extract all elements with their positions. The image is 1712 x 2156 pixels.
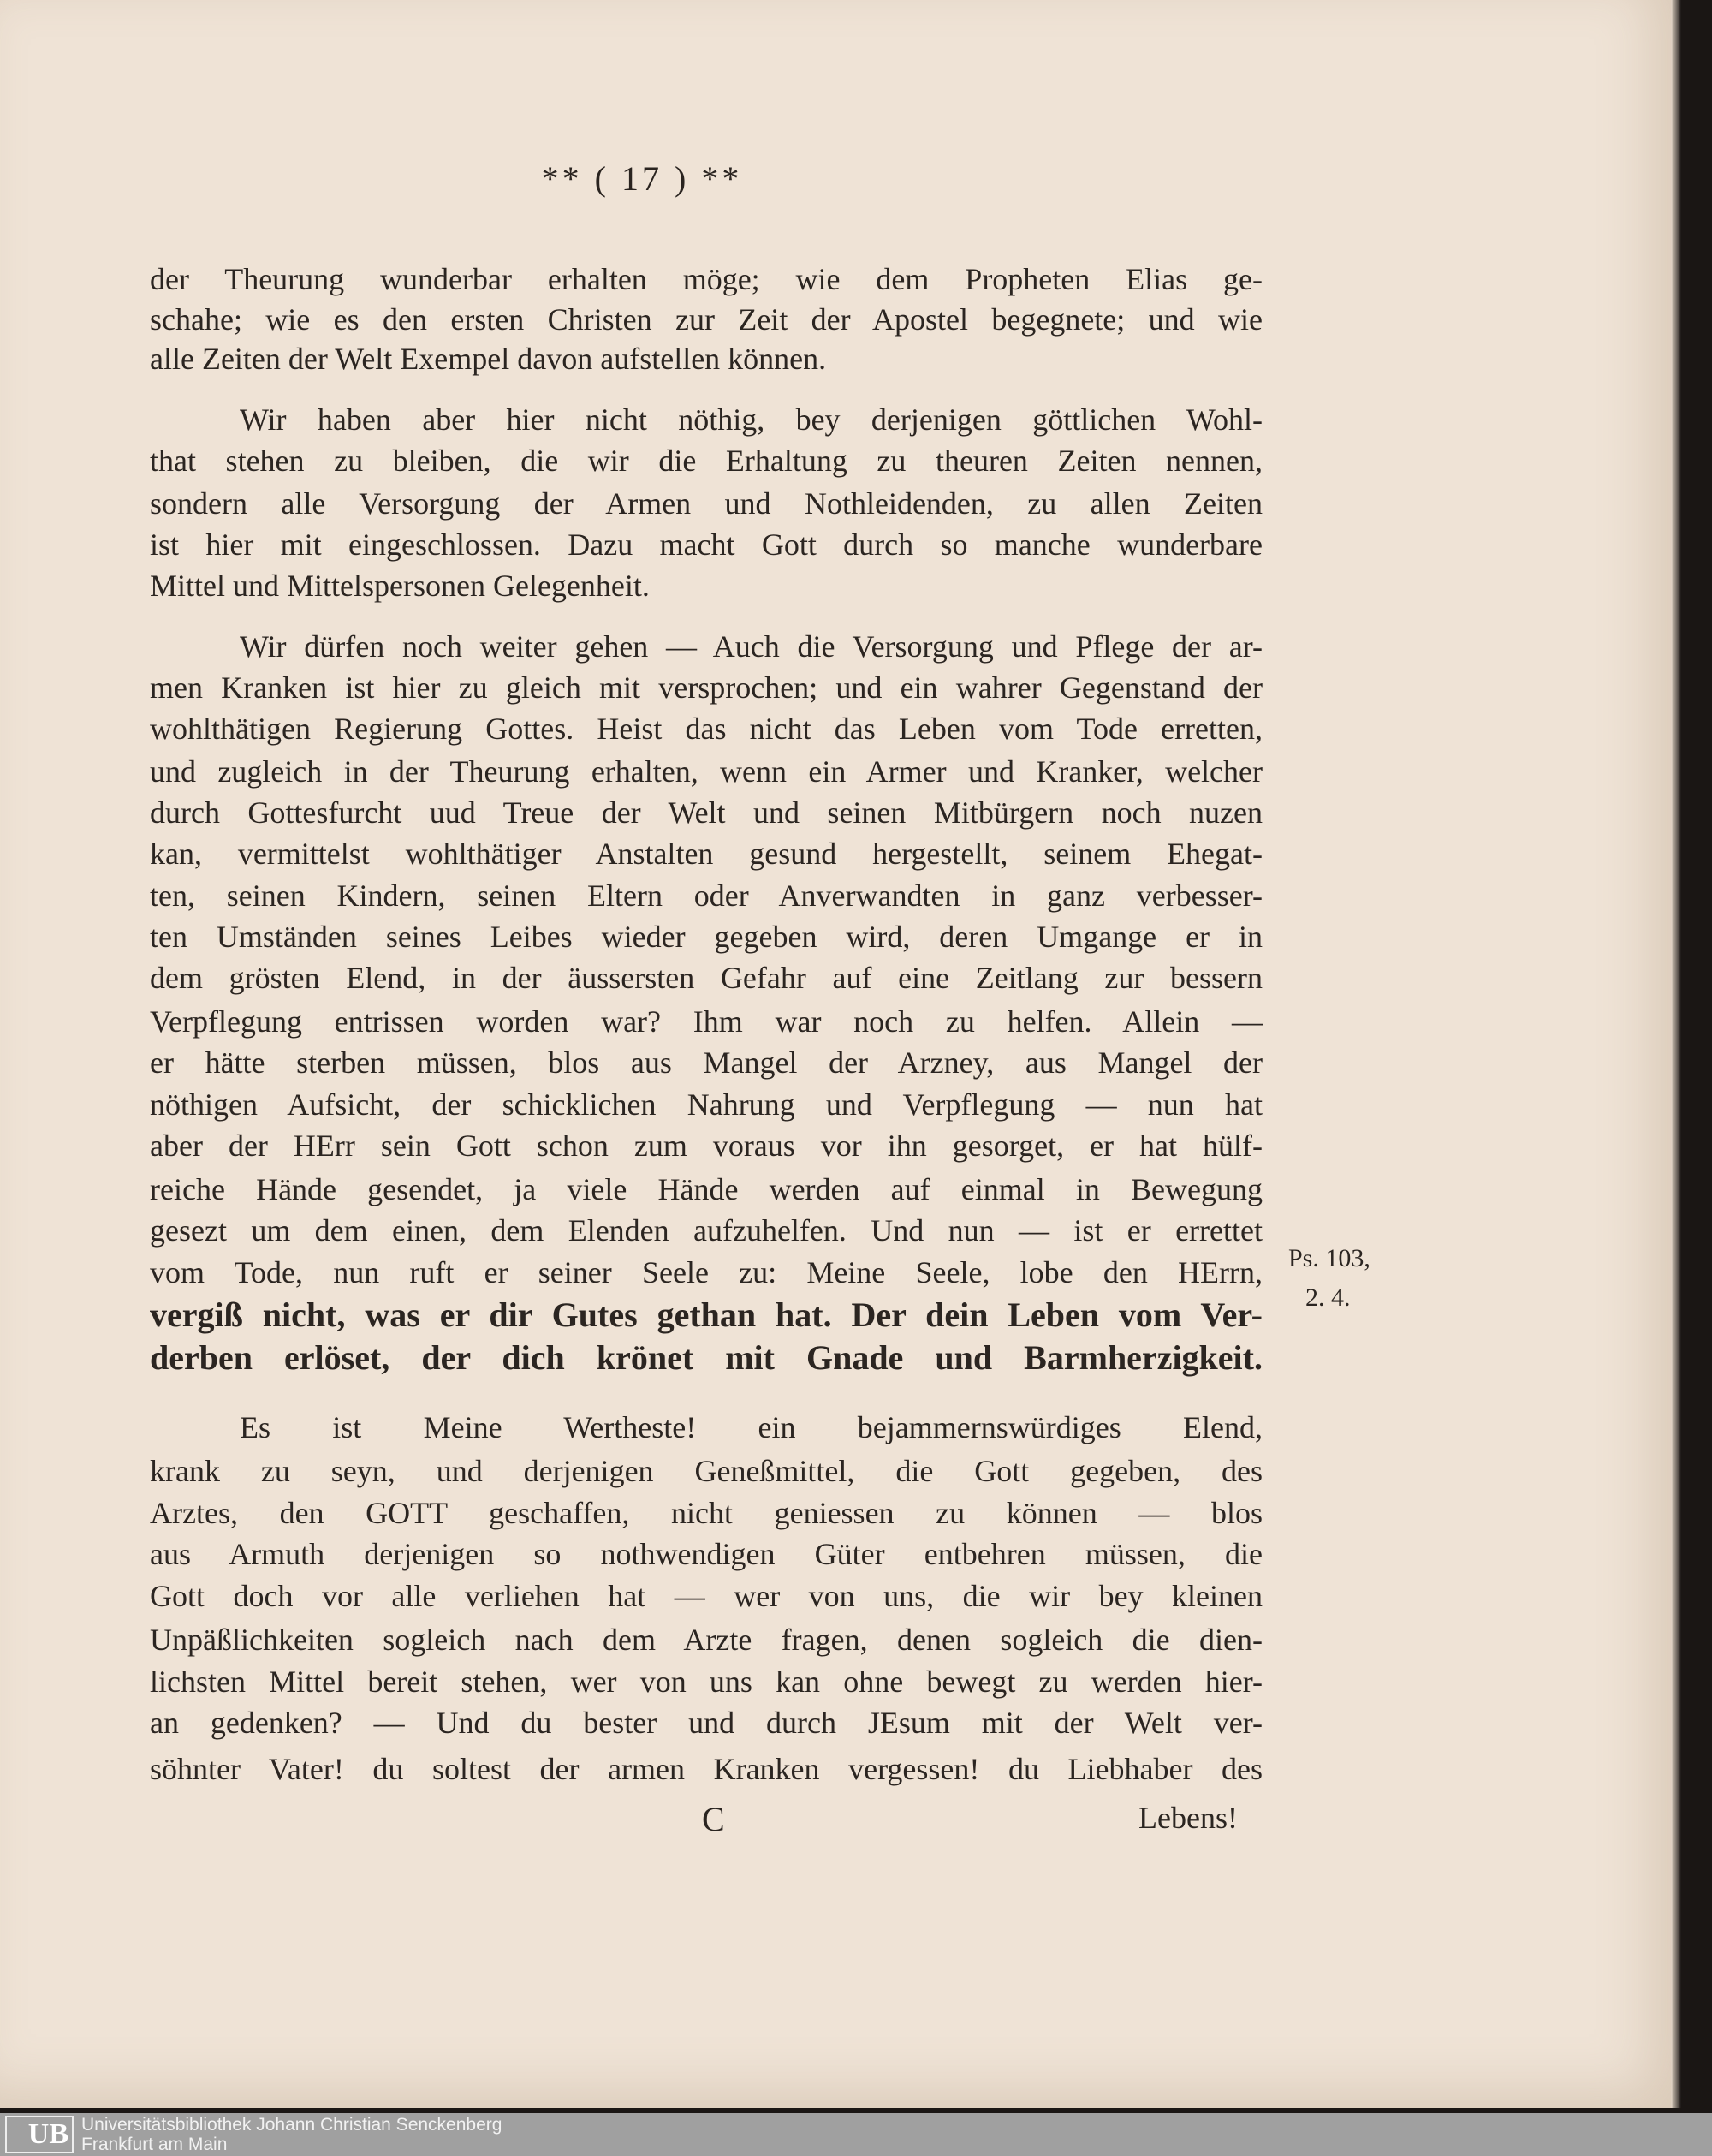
- catchword: Lebens!: [1138, 1801, 1238, 1835]
- text-line: Wir dürfen noch weiter gehen — Auch die Versorgung und Pflege der ar-: [240, 629, 1263, 664]
- text-line: nöthigen Aufsicht, der schicklichen Nahrung und Verpflegung — nun hat: [150, 1087, 1263, 1122]
- text-line: Gott doch vor alle verliehen hat — wer von uns, die wir bey kleinen: [150, 1579, 1263, 1613]
- text-line: gesezt um dem einen, dem Elenden aufzuhelfen. Und nun — ist er errettet: [150, 1213, 1263, 1248]
- text-line: reiche Hände gesendet, ja viele Hände werden auf einmal in Bewegung: [150, 1172, 1263, 1206]
- text-line: Verpflegung entrissen worden war? Ihm war noch zu helfen. Allein —: [150, 1004, 1263, 1039]
- text-line: lichsten Mittel bereit stehen, wer von uns kan ohne bewegt zu werden hier-: [150, 1665, 1263, 1699]
- text-line: alle Zeiten der Welt Exempel davon aufstellen können.: [150, 342, 827, 376]
- text-line: der Theurung wunderbar erhalten möge; wie dem Propheten Elias ge-: [150, 262, 1263, 296]
- text-line: Unpäßlichkeiten sogleich nach dem Arzte fragen, denen sogleich die dien-: [150, 1623, 1263, 1657]
- text-line: Wir haben aber hier nicht nöthig, bey derjenigen göttlichen Wohl-: [240, 402, 1263, 437]
- text-line: krank zu seyn, und derjenigen Geneßmittel, die Gott gegeben, des: [150, 1454, 1263, 1488]
- text-line: schahe; wie es den ersten Christen zur Zeit der Apostel begegnete; und wie: [150, 302, 1263, 337]
- text-line: sondern alle Versorgung der Armen und Nothleidenden, zu allen Zeiten: [150, 486, 1263, 521]
- text-line: men Kranken ist hier zu gleich mit versprochen; und ein wahrer Gegenstand der: [150, 670, 1263, 705]
- footer-line1: Universitätsbibliothek Johann Christian Senckenberg: [81, 2115, 502, 2135]
- margin-note: 2. 4.: [1305, 1283, 1351, 1312]
- text-line: ist hier mit eingeschlossen. Dazu macht Gott durch so manche wunderbare: [150, 527, 1263, 562]
- text-line: Mittel und Mittelspersonen Gelegenheit.: [150, 569, 650, 603]
- text-line: vom Tode, nun ruft er seiner Seele zu: Meine Seele, lobe den HErrn,: [150, 1255, 1263, 1289]
- library-footer: [0, 2113, 1712, 2156]
- text-line: Es ist Meine Wertheste! ein bejammernswürdiges Elend,: [240, 1410, 1263, 1444]
- text-line: aus Armuth derjenigen so nothwendigen Güter entbehren müssen, die: [150, 1537, 1263, 1571]
- text-line: ten Umständen seines Leibes wieder gegeben wird, deren Umgange er in: [150, 920, 1263, 954]
- text-line: kan, vermittelst wohlthätiger Anstalten gesund hergestellt, seinem Ehegat-: [150, 837, 1263, 871]
- text-line: durch Gottesfurcht uud Treue der Welt und seinen Mitbürgern noch nuzen: [150, 795, 1263, 830]
- text-line: vergiß nicht, was er dir Gutes gethan hat. Der dein Leben vom Ver-: [150, 1295, 1263, 1334]
- text-line: derben erlöset, der dich krönet mit Gnade und Barmherzigkeit.: [150, 1338, 1263, 1377]
- text-line: söhnter Vater! du soltest der armen Kranken vergessen! du Liebhaber des: [150, 1752, 1263, 1786]
- page-header: ** ( 17 ) **: [541, 159, 743, 198]
- text-line: ten, seinen Kindern, seinen Eltern oder Anverwandten in ganz verbesser-: [150, 878, 1263, 913]
- text-line: Arztes, den GOTT geschaffen, nicht geniessen zu können — blos: [150, 1496, 1263, 1530]
- text-line: und zugleich in der Theurung erhalten, wenn ein Armer und Kranker, welcher: [150, 754, 1263, 789]
- text-line: that stehen zu bleiben, die wir die Erhaltung zu theuren Zeiten nennen,: [150, 444, 1263, 478]
- margin-note: Ps. 103,: [1288, 1244, 1370, 1272]
- text-line: er hätte sterben müssen, blos aus Mangel der Arzney, aus Mangel der: [150, 1045, 1263, 1080]
- text-line: wohlthätigen Regierung Gottes. Heist das nicht das Leben vom Tode erretten,: [150, 712, 1263, 746]
- text-line: dem grösten Elend, in der äussersten Gefahr auf eine Zeitlang zur bessern: [150, 961, 1263, 995]
- footer-line2: Frankfurt am Main: [81, 2135, 228, 2154]
- text-line: an gedenken? — Und du bester und durch JEsum mit der Welt ver-: [150, 1706, 1263, 1740]
- signature-mark: C: [702, 1800, 725, 1838]
- library-logo: UB: [5, 2116, 74, 2153]
- text-line: aber der HErr sein Gott schon zum voraus vor ihn gesorget, er hat hülf-: [150, 1129, 1263, 1163]
